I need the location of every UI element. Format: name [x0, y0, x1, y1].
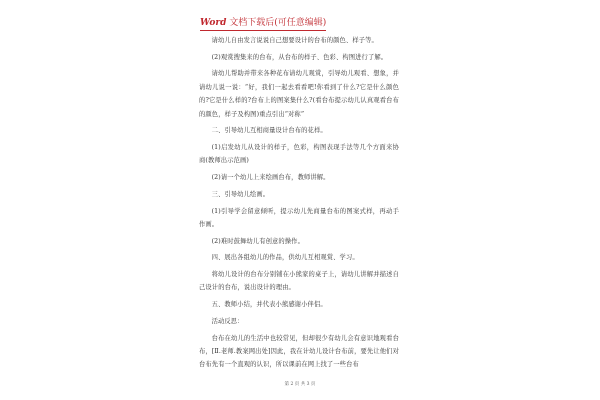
- page-header: [200, 17, 326, 31]
- paragraph: 请幼儿自由发言说说自己想要设计的台布的颜色、样子等。: [211, 37, 378, 44]
- page-footer: 第 2 页 共 3 页: [284, 382, 316, 387]
- paragraph: 台布在幼儿的生活中也较常见，但却很少有幼儿会有意识地观看台布，[Ⅱ.老师.教案网出处]因此，我在计幼儿设计台布前，要先让他们对台布先有一个直观的认识，所以课前在网上找了一些台布: [199, 334, 399, 369]
- document-body: [199, 34, 399, 375]
- paragraph: (2)观赏搜集来的台布，从台布的样子、色彩、构图进行了解。: [211, 53, 388, 61]
- paragraph: 五、教师小结，并代表小熊感谢小伴侣。: [211, 301, 327, 309]
- paragraph: (1)引导学会留意倾听，提示幼儿先商量台布的图案式样，再动手作画。: [199, 207, 399, 228]
- paragraph: 三、引导幼儿绘画。: [211, 190, 270, 198]
- paragraph: 二、引导幼儿互相商量设计台布的花样。: [211, 127, 327, 135]
- paragraph: (1)启发幼儿从设计的样子，色彩，构图表现手法等几个方面来协商(教师出示范画): [199, 144, 399, 165]
- paragraph: 四、展出各组幼儿的作品，供幼儿互相观赏、学习。: [211, 254, 359, 262]
- header-brand: Word: [200, 18, 227, 28]
- paragraph: 活动反思：: [211, 317, 244, 325]
- paragraph: 请幼儿帮助并带来各种花布请幼儿观赏，引导幼儿观看、想象，并请幼儿说一说：“好，我们一起去看看吧!你看到了什么?它是什么颜色的?它是什么样的?台布上的图案集什么?(看台布提示幼儿认真观看台布的颜色，样子及构图)重点引出“对称”: [199, 70, 399, 118]
- paragraph: (2)难时鼓舞幼儿有创意的操作。: [211, 237, 304, 245]
- paragraph: 将幼儿设计的台布分别铺在小熊家的桌子上，请幼儿讲解并描述自己设计的台布，说出设计的理由。: [199, 271, 399, 292]
- paragraph: (2)请一个幼儿上来绘画台布，教师讲解。: [211, 174, 330, 182]
- header-text: 文档下载后(可任意编辑): [226, 18, 327, 28]
